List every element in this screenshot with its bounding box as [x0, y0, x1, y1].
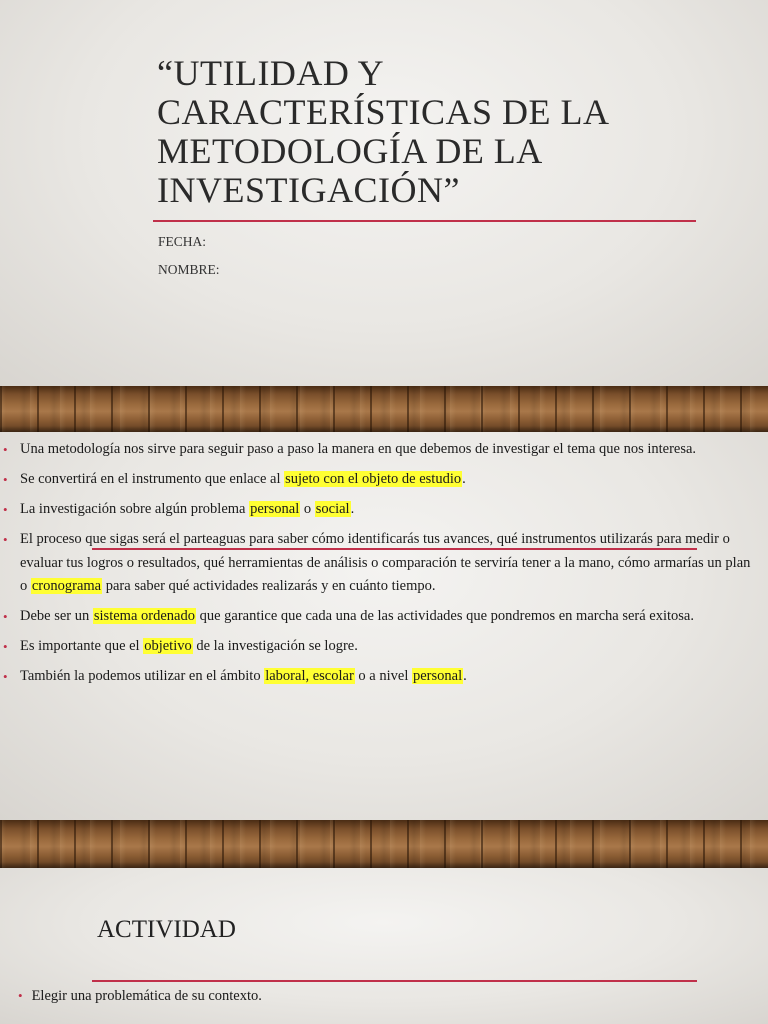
highlight: personal	[250, 501, 300, 517]
activity-divider	[92, 980, 697, 982]
bullet-icon: •	[3, 472, 8, 487]
title-slide	[0, 0, 768, 386]
list-item: • También la podemos utilizar en el ámbito laboral, escolar o a nivel personal.	[0, 665, 760, 689]
slide-title: “UTILIDAD Y CARACTERÍSTICAS DE LA METODOLOGÍA DE LA INVESTIGACIÓN”	[157, 53, 608, 210]
title-divider	[153, 220, 696, 222]
bullet-icon: •	[3, 639, 8, 654]
activity-slide	[0, 868, 768, 1024]
bullet-icon: •	[18, 988, 23, 1003]
nombre-label: NOMBRE:	[158, 262, 220, 277]
bullet-icon: •	[3, 669, 8, 684]
wood-floor-band	[0, 386, 768, 432]
highlight: cronograma	[31, 578, 102, 594]
bullet-icon: •	[3, 609, 8, 624]
activity-title: ACTIVIDAD	[97, 916, 236, 943]
list-item: • La investigación sobre algún problema personal o social.	[0, 498, 760, 522]
highlight: personal	[412, 668, 463, 684]
highlight: sistema ordenado	[93, 608, 195, 624]
highlight: objetivo	[144, 638, 192, 654]
list-item: • Es importante que el objetivo de la investigación se logre.	[0, 635, 760, 659]
highlight: social	[315, 501, 350, 517]
fecha-label: FECHA:	[158, 234, 207, 249]
content-divider	[92, 548, 697, 550]
bullet-list	[0, 438, 760, 695]
list-item: • El proceso que sigas será el parteaguas para saber cómo identificarás tus avances, qué instrumentos utilizarás para medir o evaluar tus logros o resultados, qué herramientas de análisis o comparación te serviría tener a la mano, cómo armarías un plan o cronograma para saber qué actividades realizarás y en cuánto tiempo.	[0, 528, 760, 599]
wood-floor-band	[0, 820, 768, 868]
bullet-icon: •	[3, 532, 8, 547]
highlight: laboral, escolar	[265, 668, 354, 684]
content-slide	[0, 432, 768, 820]
bullet-icon: •	[3, 502, 8, 517]
list-item: • Una metodología nos sirve para seguir paso a paso la manera en que debemos de investigar el tema que nos interesa.	[0, 438, 760, 462]
bullet-icon: •	[3, 442, 8, 457]
list-item: • Se convertirá en el instrumento que enlace al sujeto con el objeto de estudio.	[0, 468, 760, 492]
highlight: sujeto con el objeto de estudio	[285, 471, 462, 487]
list-item: • Debe ser un sistema ordenado que garantice que cada una de las actividades que pondremos en marcha será exitosa.	[0, 605, 760, 629]
list-item: • Elegir una problemática de su contexto.	[18, 988, 262, 1004]
